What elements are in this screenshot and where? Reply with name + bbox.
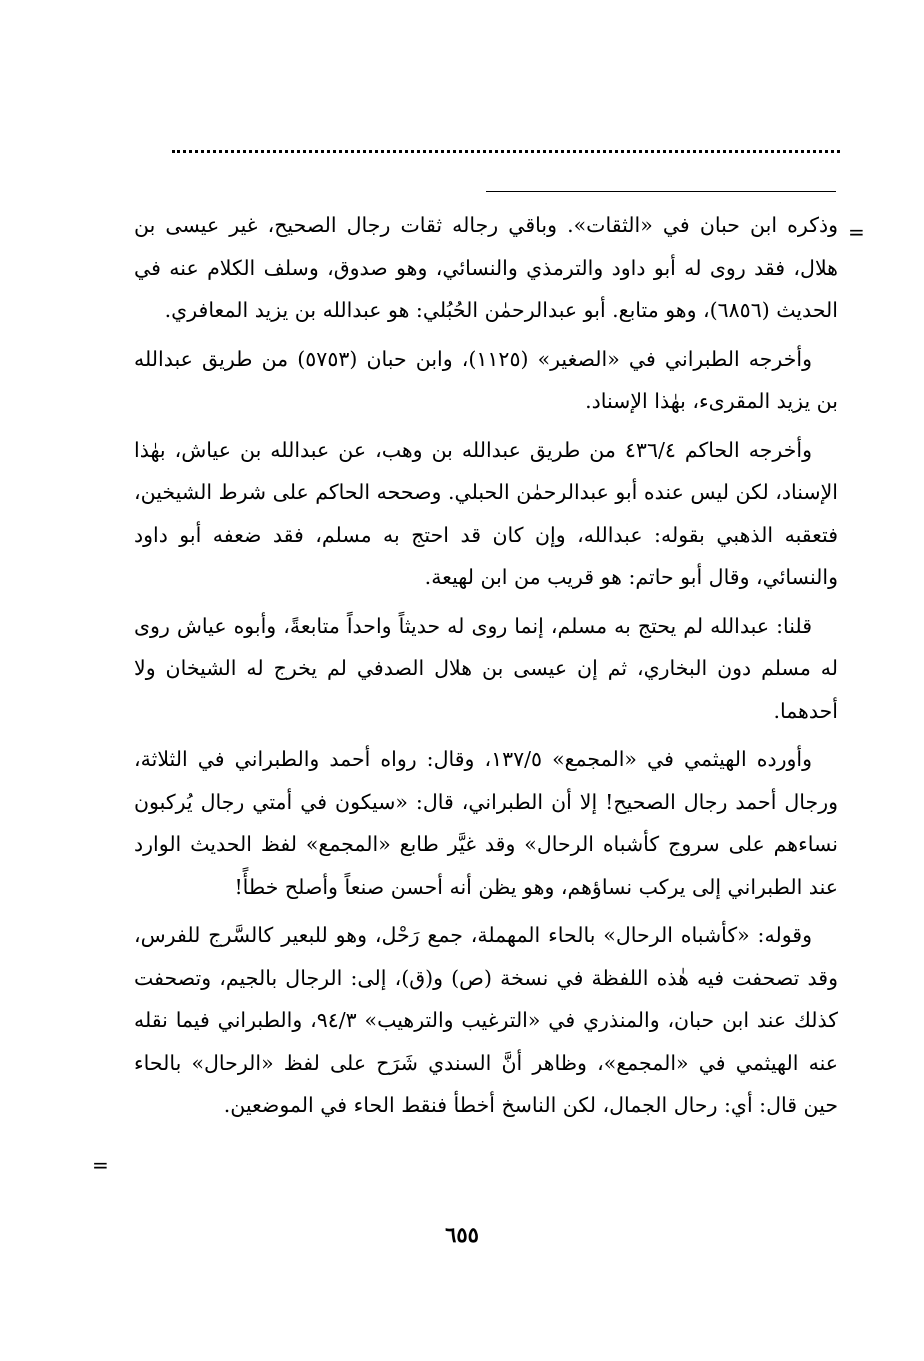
page-number: ٦٥٥ [445,1222,479,1247]
dotted-separator [172,150,840,153]
continuation-mark-bottom: = [92,1153,109,1177]
footnote-paragraph-2: وأخرجه الطبراني في «الصغير» (١١٢٥)، وابن حبان (٥٧٥٣) من طريق عبدالله بن يزيد المقرىء، بهٰذا الإسناد. [134,346,838,413]
footnote-paragraph-5: وأورده الهيثمي في «المجمع» ١٣٧/٥، وقال: رواه أحمد والطبراني في الثلاثة، ورجال أحمد رجال الصحيح! إلا أن الطبراني، قال: «سيكون في أمتي رجال يُركبون نساءهم على سروج كأشباه الرحال» وقد غيَّر طابع «المجمع» لفظ الحديث الوارد عند الطبراني إلى يركب نساؤهم، وهو يظن أنه أحسن صنعاً وأصلح خطأً! [134,747,838,899]
footnote-separator-line [486,191,836,192]
footnote-text-block [134,204,838,1127]
footnote-paragraph-4: قلنا: عبدالله لم يحتج به مسلم، إنما روى له حديثاً واحداً متابعةً، وأبوه عياش روى له مسلم دون البخاري، ثم إن عيسى بن هلال الصدفي لم يخرج له الشيخان ولا أحدهما. [134,613,838,723]
continuation-mark-top: = [848,220,865,244]
footnote-paragraph-3: وأخرجه الحاكم ٤٣٦/٤ من طريق عبدالله بن وهب، عن عبدالله بن عياش، بهٰذا الإسناد، لكن ليس عنده أبو عبدالرحمٰن الحبلي. وصححه الحاكم على شرط الشيخين، فتعقبه الذهبي بقوله: عبدالله، وإن كان قد احتج به مسلم، فقد ضعفه أبو داود والنسائي، وقال أبو حاتم: هو قريب من ابن لهيعة. [134,437,838,589]
footnote-paragraph-1: وذكره ابن حبان في «الثقات». وباقي رجاله ثقات رجال الصحيح، غير عيسى بن هلال، فقد روى له أبو داود والترمذي والنسائي، وهو صدوق، وسلف الكلام عنه في الحديث (٦٨٥٦)، وهو متابع. أبو عبدالرحمٰن الحُبُلي: هو عبدالله بن يزيد المعافري. [134,213,838,322]
footnote-paragraph-6: وقوله: «كأشباه الرحال» بالحاء المهملة، جمع رَحْل، وهو للبعير كالسَّرج للفرس، وقد تصحفت فيه هٰذه اللفظة في نسخة (ص) و(ق)، إلى: الرجال بالجيم، وتصحفت كذلك عند ابن حبان، والمنذري في «الترغيب والترهيب» ٩٤/٣، والطبراني فيما نقله عنه الهيثمي في «المجمع»، وظاهر أنَّ السندي شَرَح على لفظ «الرحال» بالحاء حين قال: أي: رحال الجمال، لكن الناسخ أخطأ فنقط الحاء في الموضعين. [134,923,838,1117]
